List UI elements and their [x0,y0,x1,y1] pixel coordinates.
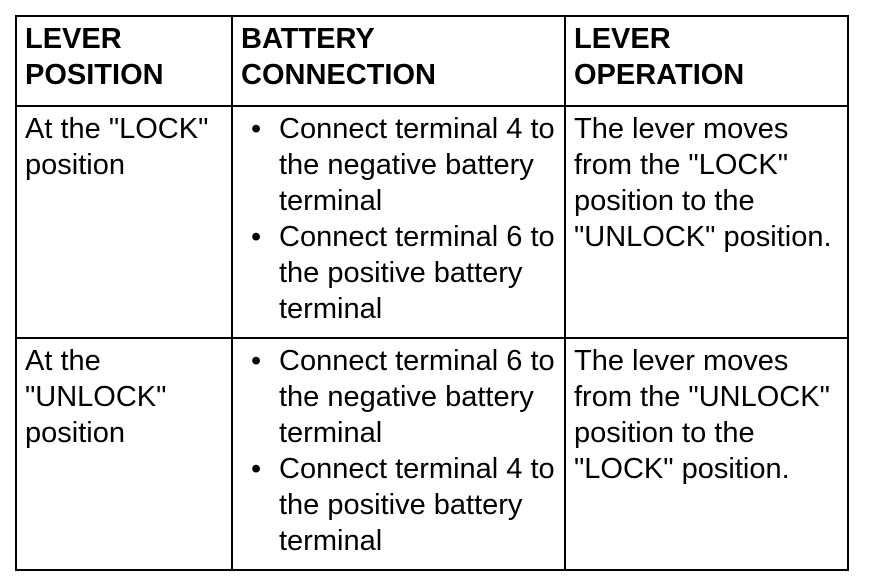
lever-operation-cell: The lever moves from the "UNLOCK" position to the "LOCK" position. [565,338,848,570]
table-row [16,338,848,570]
lever-position-cell: At the "UNLOCK" position [16,338,232,570]
list-item [241,111,558,219]
list-item [241,343,558,451]
bullet-icon: • [251,113,262,145]
connection-text: Connect terminal 4 to the negative battery terminal [279,113,555,217]
header-lever-operation-line1: LEVER [574,23,671,55]
header-lever-position [16,16,232,106]
bullet-icon: • [251,453,262,485]
connection-text: Connect terminal 6 to the negative battery terminal [279,345,555,449]
connection-list [241,343,558,559]
list-item [241,219,558,327]
table-row [16,106,848,338]
header-lever-operation [565,16,848,106]
connection-text: Connect terminal 4 to the positive battery terminal [279,453,555,557]
battery-connection-cell [232,338,565,570]
connection-text: Connect terminal 6 to the positive battery terminal [279,221,555,325]
header-row [16,16,848,106]
connection-list [241,111,558,327]
list-item [241,451,558,559]
header-battery-connection [232,16,565,106]
header-battery-connection-line2: CONNECTION [241,59,436,91]
header-battery-connection-line1: BATTERY [241,23,375,55]
battery-connection-cell [232,106,565,338]
lever-operation-cell: The lever moves from the "LOCK" position to the "UNLOCK" position. [565,106,848,338]
header-lever-operation-line2: OPERATION [574,59,745,91]
header-lever-position-line1: LEVER [25,23,122,55]
lever-battery-table [15,15,849,571]
header-lever-position-line2: POSITION [25,59,164,91]
lever-position-cell: At the "LOCK" position [16,106,232,338]
bullet-icon: • [251,221,262,253]
bullet-icon: • [251,345,262,377]
